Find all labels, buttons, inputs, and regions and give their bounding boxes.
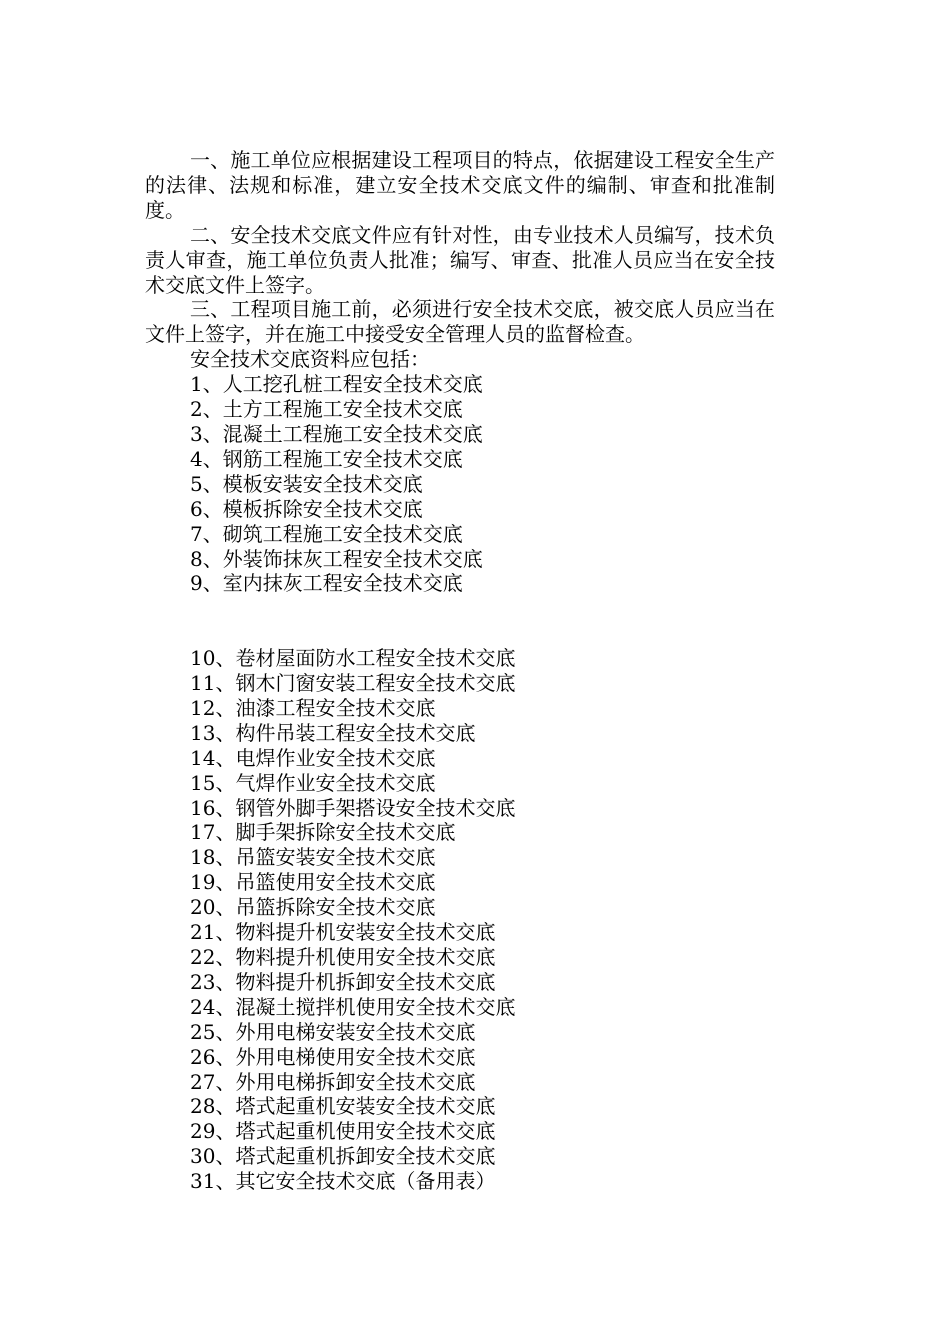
list-item: 29、塔式起重机使用安全技术交底: [190, 1119, 496, 1144]
list-item: 30、塔式起重机拆卸安全技术交底: [190, 1144, 496, 1169]
list-item: 22、物料提升机使用安全技术交底: [190, 944, 496, 969]
blank-gap: [145, 596, 775, 646]
list-intro: 安全技术交底资料应包括：: [190, 347, 430, 372]
list-item: 23、物料提升机拆卸安全技术交底: [190, 969, 496, 994]
paragraph-3: 三、工程项目施工前，必须进行安全技术交底，被交底人员应当在文件上签字，并在施工中接受安全管理人员的监督检查。: [145, 297, 775, 347]
list-item: 25、外用电梯安装安全技术交底: [190, 1019, 476, 1044]
paragraph-1: 一、施工单位应根据建设工程项目的特点，依据建设工程安全生产的法律、法规和标准，建立安全技术交底文件的编制、审查和批准制度。: [145, 148, 775, 222]
list-item: 13、构件吊装工程安全技术交底: [190, 720, 476, 745]
list-item: 4、钢筋工程施工安全技术交底: [190, 446, 463, 471]
list-item: 9、室内抹灰工程安全技术交底: [190, 571, 463, 596]
list-item: 16、钢管外脚手架搭设安全技术交底: [190, 795, 516, 820]
list-item: 14、电焊作业安全技术交底: [190, 745, 436, 770]
list-item: 26、外用电梯使用安全技术交底: [190, 1044, 476, 1069]
list-item: 10、卷材屋面防水工程安全技术交底: [190, 646, 516, 671]
list-item: 18、吊篮安装安全技术交底: [190, 845, 436, 870]
list-item: 21、物料提升机安装安全技术交底: [190, 920, 496, 945]
list-item: 3、混凝土工程施工安全技术交底: [190, 421, 483, 446]
list-item: 12、油漆工程安全技术交底: [190, 695, 436, 720]
item-list-part-1: [145, 372, 775, 596]
paragraph-2: 二、安全技术交底文件应有针对性，由专业技术人员编写，技术负责人审查，施工单位负责人批准；编写、审查、批准人员应当在安全技术交底文件上签字。: [145, 222, 775, 297]
list-item: 27、外用电梯拆卸安全技术交底: [190, 1069, 476, 1094]
item-list-part-2: [145, 646, 775, 1194]
list-item: 2、土方工程施工安全技术交底: [190, 397, 463, 422]
document-body: [145, 148, 775, 1194]
list-item: 24、混凝土搅拌机使用安全技术交底: [190, 994, 516, 1019]
list-item: 6、模板拆除安全技术交底: [190, 496, 423, 521]
list-item: 19、吊篮使用安全技术交底: [190, 870, 436, 895]
list-item: 8、外装饰抹灰工程安全技术交底: [190, 546, 483, 571]
list-item: 28、塔式起重机安装安全技术交底: [190, 1094, 496, 1119]
list-item: 15、气焊作业安全技术交底: [190, 770, 436, 795]
list-item: 31、其它安全技术交底（备用表）: [190, 1169, 496, 1194]
list-item: 5、模板安装安全技术交底: [190, 471, 423, 496]
list-item: 17、脚手架拆除安全技术交底: [190, 820, 456, 845]
list-item: 7、砌筑工程施工安全技术交底: [190, 521, 463, 546]
list-item: 11、钢木门窗安装工程安全技术交底: [190, 671, 516, 696]
list-item: 1、人工挖孔桩工程安全技术交底: [190, 372, 483, 397]
list-item: 20、吊篮拆除安全技术交底: [190, 895, 436, 920]
